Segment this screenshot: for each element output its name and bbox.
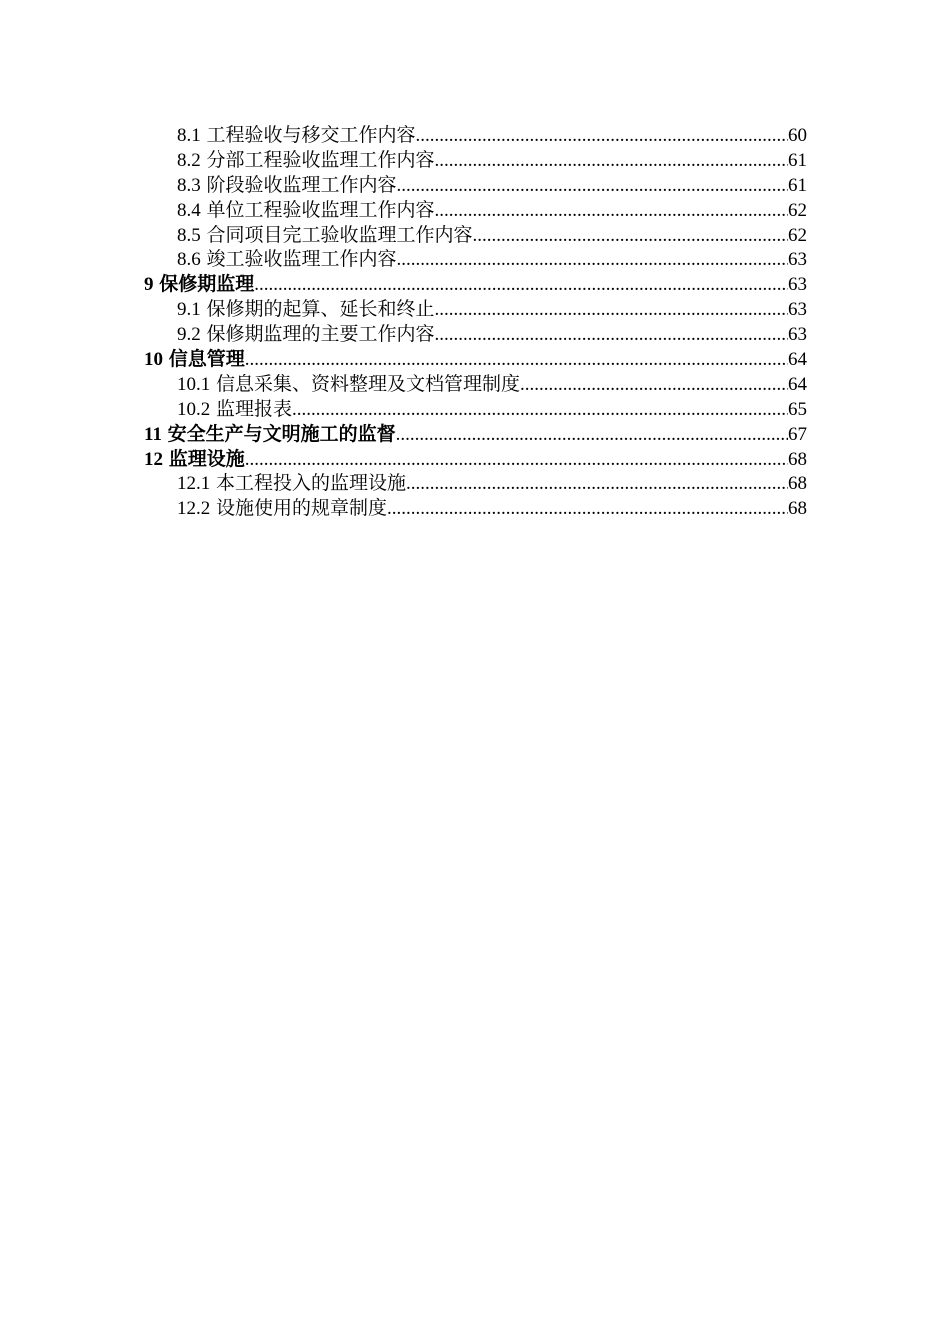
toc-entry-number: 8.4 bbox=[177, 199, 201, 221]
toc-entry-number: 11 bbox=[144, 423, 162, 445]
toc-entry-text: 单位工程验收监理工作内容 bbox=[206, 199, 435, 221]
toc-page-number: 63 bbox=[788, 249, 807, 271]
toc-entry-title bbox=[177, 224, 472, 249]
toc-dot-leader bbox=[406, 472, 788, 497]
toc-dot-leader bbox=[396, 248, 788, 273]
toc-entry-text: 安全生产与文明施工的监督 bbox=[167, 423, 396, 445]
toc-entry-number: 12.1 bbox=[177, 473, 211, 495]
toc-entry-8-6[interactable] bbox=[144, 248, 807, 273]
toc-page-number: 64 bbox=[788, 373, 807, 395]
toc-dot-leader bbox=[520, 373, 788, 398]
toc-entry-title bbox=[144, 273, 254, 298]
toc-entry-8-1[interactable] bbox=[144, 124, 807, 149]
toc-entry-title bbox=[177, 398, 292, 423]
toc-entry-title bbox=[177, 124, 415, 149]
toc-entry-12-1[interactable] bbox=[144, 472, 807, 497]
toc-page-number: 67 bbox=[788, 423, 807, 445]
toc-entry-title bbox=[177, 373, 520, 398]
toc-page-number: 64 bbox=[788, 349, 807, 371]
toc-entry-text: 信息管理 bbox=[168, 349, 245, 371]
toc-entry-number: 9.2 bbox=[177, 324, 201, 346]
toc-entry-title bbox=[177, 497, 387, 522]
toc-entry-title bbox=[177, 298, 434, 323]
toc-dot-leader bbox=[245, 448, 788, 473]
toc-page-number: 61 bbox=[788, 174, 807, 196]
toc-entry-8-3[interactable] bbox=[144, 174, 807, 199]
toc-dot-leader bbox=[434, 149, 788, 174]
toc-page-number: 62 bbox=[788, 199, 807, 221]
toc-page-number: 63 bbox=[788, 274, 807, 296]
toc-entry-number: 8.6 bbox=[177, 249, 201, 271]
toc-entry-text: 分部工程验收监理工作内容 bbox=[206, 149, 435, 171]
toc-entry-title bbox=[177, 472, 406, 497]
toc-page-number: 62 bbox=[788, 224, 807, 246]
table-of-contents bbox=[144, 124, 807, 522]
toc-entry-title bbox=[177, 323, 434, 348]
toc-entry-number: 9.1 bbox=[177, 299, 201, 321]
toc-dot-leader bbox=[292, 398, 788, 423]
toc-entry-10-2[interactable] bbox=[144, 398, 807, 423]
toc-dot-leader bbox=[415, 124, 788, 149]
toc-entry-number: 10.1 bbox=[177, 373, 211, 395]
toc-entry-number: 9 bbox=[144, 274, 154, 296]
toc-entry-9-1[interactable] bbox=[144, 298, 807, 323]
toc-entry-11[interactable] bbox=[144, 423, 807, 448]
toc-entry-text: 阶段验收监理工作内容 bbox=[206, 174, 397, 196]
toc-entry-text: 保修期监理 bbox=[159, 274, 255, 296]
toc-page-number: 68 bbox=[788, 473, 807, 495]
toc-entry-title bbox=[177, 149, 434, 174]
toc-dot-leader bbox=[254, 273, 788, 298]
toc-entry-text: 监理设施 bbox=[168, 448, 245, 470]
toc-entry-8-5[interactable] bbox=[144, 224, 807, 249]
toc-entry-number: 8.2 bbox=[177, 149, 201, 171]
toc-entry-title bbox=[144, 448, 245, 473]
toc-entry-title bbox=[177, 174, 396, 199]
toc-entry-number: 12 bbox=[144, 448, 163, 470]
toc-entry-number: 8.3 bbox=[177, 174, 201, 196]
toc-entry-number: 12.2 bbox=[177, 498, 211, 520]
toc-entry-number: 10 bbox=[144, 349, 163, 371]
toc-dot-leader bbox=[472, 224, 788, 249]
toc-entry-9[interactable] bbox=[144, 273, 807, 298]
toc-entry-text: 监理报表 bbox=[215, 398, 292, 420]
toc-entry-9-2[interactable] bbox=[144, 323, 807, 348]
toc-dot-leader bbox=[396, 174, 788, 199]
toc-page-number: 68 bbox=[788, 448, 807, 470]
toc-entry-number: 8.5 bbox=[177, 224, 201, 246]
toc-entry-text: 保修期监理的主要工作内容 bbox=[206, 324, 435, 346]
toc-page-number: 68 bbox=[788, 498, 807, 520]
toc-entry-title bbox=[177, 199, 434, 224]
toc-dot-leader bbox=[396, 423, 788, 448]
toc-entry-text: 信息采集、资料整理及文档管理制度 bbox=[215, 373, 520, 395]
toc-dot-leader bbox=[434, 298, 788, 323]
toc-entry-text: 工程验收与移交工作内容 bbox=[206, 125, 416, 146]
toc-entry-10-1[interactable] bbox=[144, 373, 807, 398]
toc-entry-text: 竣工验收监理工作内容 bbox=[206, 249, 397, 271]
toc-entry-8-4[interactable] bbox=[144, 199, 807, 224]
toc-dot-leader bbox=[387, 497, 788, 522]
toc-page-number: 65 bbox=[788, 398, 807, 420]
toc-entry-8-2[interactable] bbox=[144, 149, 807, 174]
toc-entry-text: 保修期的起算、延长和终止 bbox=[206, 299, 435, 321]
toc-entry-10[interactable] bbox=[144, 348, 807, 373]
toc-dot-leader bbox=[434, 323, 788, 348]
toc-entry-text: 合同项目完工验收监理工作内容 bbox=[206, 224, 473, 246]
toc-entry-title bbox=[144, 423, 396, 448]
toc-entry-12[interactable] bbox=[144, 448, 807, 473]
toc-page-number: 60 bbox=[788, 125, 807, 146]
toc-page-number: 61 bbox=[788, 149, 807, 171]
toc-entry-title bbox=[177, 248, 396, 273]
toc-page-number: 63 bbox=[788, 299, 807, 321]
toc-page-number: 63 bbox=[788, 324, 807, 346]
toc-entry-number: 10.2 bbox=[177, 398, 211, 420]
toc-entry-number: 8.1 bbox=[177, 125, 201, 146]
toc-dot-leader bbox=[434, 199, 788, 224]
toc-entry-title bbox=[144, 348, 245, 373]
toc-entry-text: 本工程投入的监理设施 bbox=[215, 473, 406, 495]
toc-entry-12-2[interactable] bbox=[144, 497, 807, 522]
toc-entry-text: 设施使用的规章制度 bbox=[215, 498, 387, 520]
toc-dot-leader bbox=[245, 348, 788, 373]
